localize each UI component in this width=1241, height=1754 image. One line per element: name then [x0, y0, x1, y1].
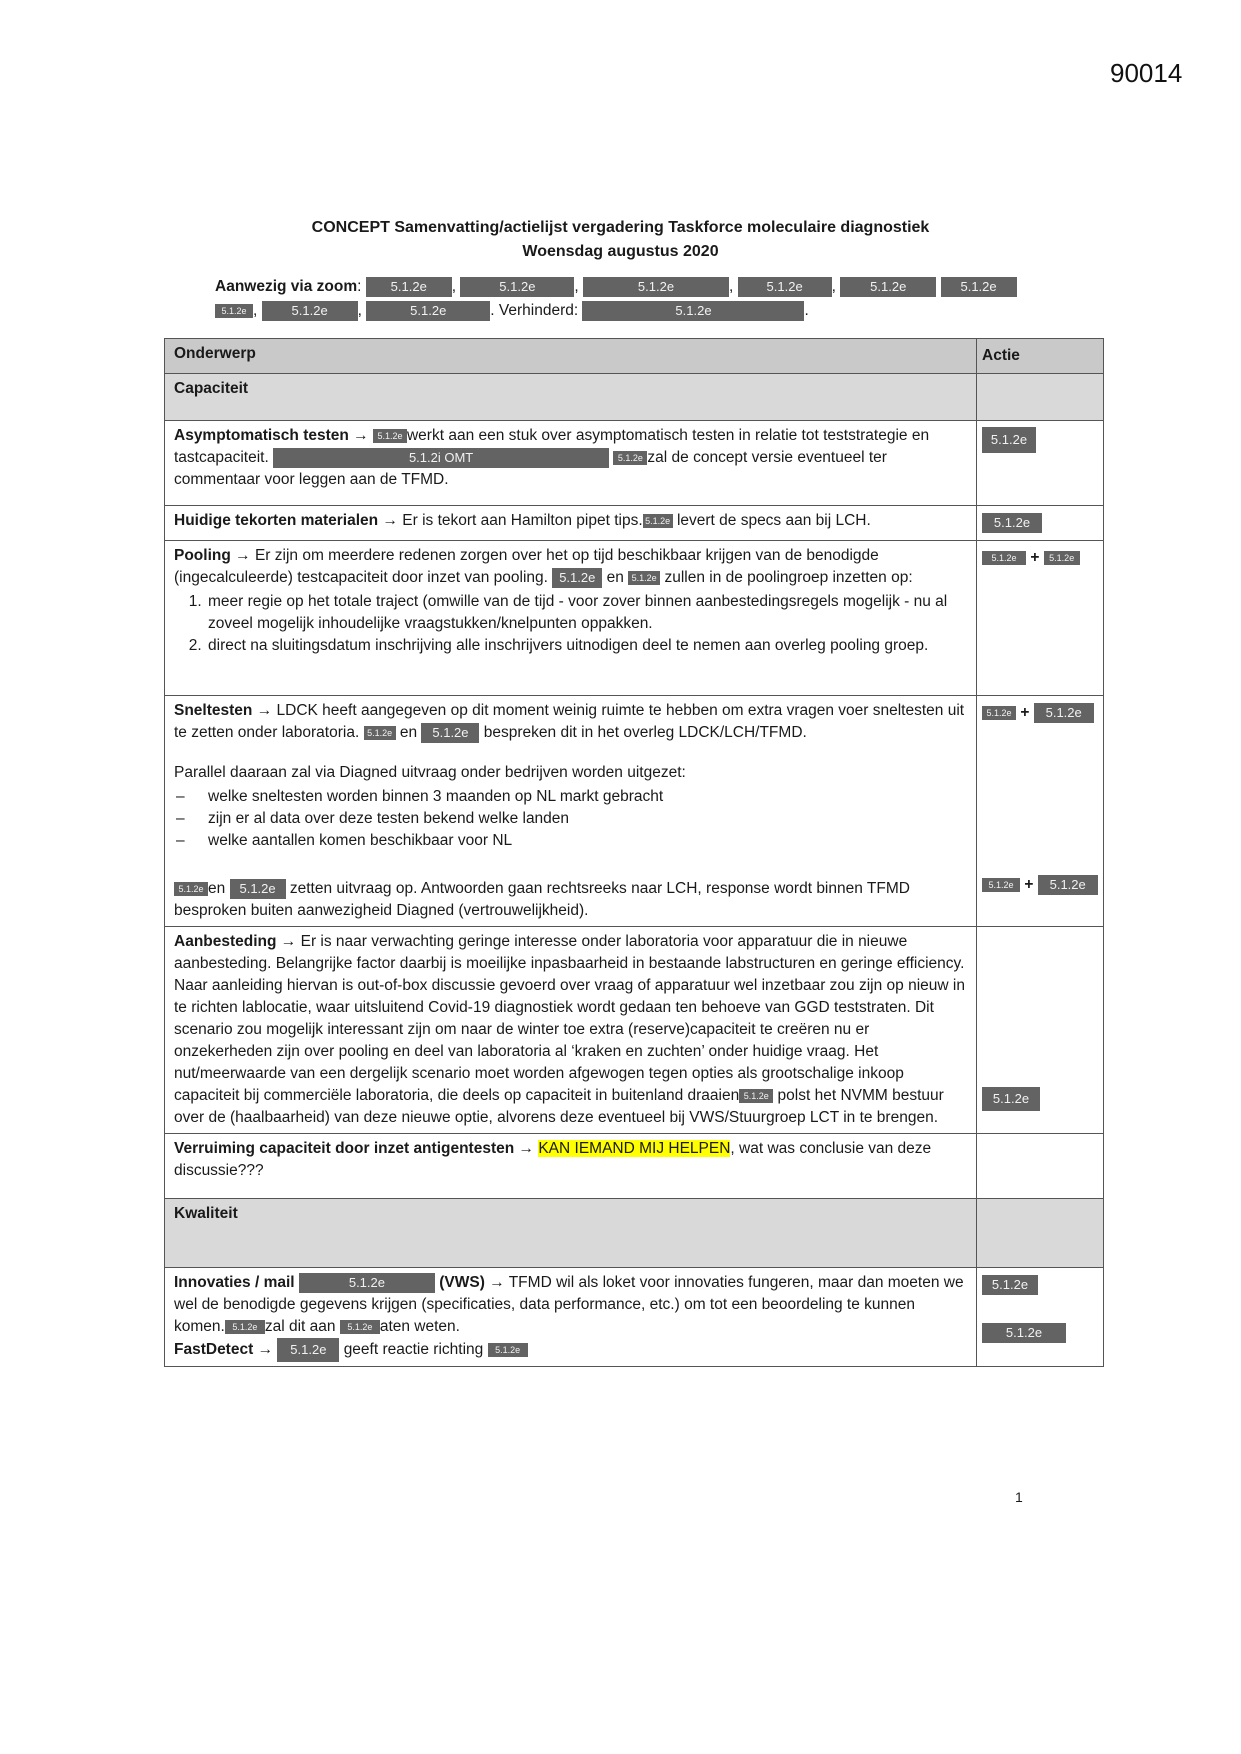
section-row-capacity — [165, 374, 1104, 421]
action-table — [164, 338, 1104, 1367]
redaction: 5.1.2e — [628, 571, 660, 585]
highlighted-question: KAN IEMAND MIJ HELPEN — [538, 1140, 731, 1157]
redaction: 5.1.2e — [982, 1323, 1066, 1343]
title-line-2: Woensdag augustus 2020 — [522, 243, 719, 260]
redaction: 5.1.2e — [941, 277, 1017, 297]
redaction: 5.1.2e — [225, 1320, 265, 1334]
redaction: 5.1.2e — [299, 1273, 435, 1293]
action-cell — [977, 927, 1104, 1134]
column-header-subject: Onderwerp — [165, 339, 977, 374]
redaction: 5.1.2e — [262, 301, 358, 321]
redaction: 5.1.2e — [174, 882, 208, 896]
page-number: 1 — [1015, 1489, 1023, 1505]
fastdetect-label: FastDetect — [174, 1341, 254, 1359]
action-cell — [977, 421, 1104, 506]
list-item: 2. direct na sluitingsdatum inschrijving alle inschrijvers uitnodigen deel te nemen aan overleg pooling groep. — [206, 635, 967, 657]
row-antigen-tests: Verruiming capaciteit door inzet antigentesten → KAN IEMAND MIJ HELPEN, wat was conclusie van deze discussie??? — [165, 1134, 977, 1199]
table-row — [165, 927, 1104, 1134]
absent-label: Verhinderd — [498, 302, 574, 319]
action-cell — [977, 1268, 1104, 1367]
redaction: 5.1.2e — [230, 879, 286, 899]
redaction: 5.1.2e — [552, 568, 602, 588]
row-pooling: Pooling → Er zijn om meerdere redenen zorgen over het op tijd beschikbaar krijgen van de benodigde (ingecalculeerde) testcapaciteit door inzet van pooling. 5.1.2e en 5.1.2e zullen in de poolingroep inzetten op: 1. meer regie op het totale traject (omwille van de tijd - voor zover binnen aanbestedingsregels mogelijk - nu al zoveel mogelijk inhoudelijke vraagstukken/knelpunten oppakken. 2. direct na sluitingsdatum inschrijving alle inschrijvers uitnodigen deel te nemen aan overleg pooling groep. — [165, 541, 977, 696]
table-row — [165, 421, 1104, 506]
redaction: 5.1.2e — [982, 878, 1020, 892]
redaction: 5.1.2e — [643, 514, 673, 528]
redaction: 5.1.2e — [582, 301, 804, 321]
redaction: 5.1.2e — [488, 1343, 528, 1357]
redaction: 5.1.2e — [982, 551, 1026, 565]
table-row — [165, 541, 1104, 696]
redaction: 5.1.2e — [982, 513, 1042, 533]
redaction: 5.1.2e — [215, 304, 253, 318]
table-row — [165, 506, 1104, 541]
list-item: – zijn er al data over deze testen bekend welke landen — [174, 808, 967, 830]
redaction: 5.1.2e — [840, 277, 936, 297]
redaction: 5.1.2e — [982, 1275, 1038, 1295]
action-cell: 5.1.2e + 5.1.2e — [977, 541, 1104, 696]
redaction: 5.1.2e — [982, 706, 1016, 720]
section-title-quality: Kwaliteit — [165, 1199, 977, 1268]
list-item: 1. meer regie op het totale traject (omwille van de tijd - voor zover binnen aanbestedingsregels mogelijk - nu al zoveel mogelijk inhoudelijke vraagstukken/knelpunten oppakken. — [206, 591, 967, 635]
title-line-1: CONCEPT Samenvatting/actielijst vergadering Taskforce moleculaire diagnostiek — [311, 219, 930, 236]
table-header-row — [165, 339, 1104, 374]
redaction: 5.1.2e — [460, 277, 574, 297]
redaction: 5.1.2e — [982, 427, 1036, 453]
row-asymptomatic-testing: Asymptomatisch testen → 5.1.2e werkt aan een stuk over asymptomatisch testen in relatie tot teststrategie en tastcapaciteit. 5.1.2i OMT 5.1.2e zal de concept versie eventueel ter commentaar voor leggen aan de TFMD. — [165, 421, 977, 506]
redaction: 5.1.2e — [1044, 551, 1080, 565]
row-procurement: Aanbesteding → Er is naar verwachting geringe interesse onder laboratoria voor apparatuur die in nieuwe aanbesteding. Belangrijke factor daarbij is moeilijke inpasbaarheid in bestaande labstructuren en geringe efficiency. Naar aanleiding hiervan is out-of-box discussie gevoerd over vraag of apparatuur wel inzetbaar zou zijn op nieuw in te richten lablocatie, waar uitsluitend Covid-19 diagnostiek wordt gedaan ten behoeve van GGD teststraten. Dit scenario zou mogelijk interessant zijn om naar de winter toe extra (reserve)capaciteit te creëren nu er onzekerheden zijn over pooling en deel van laboratoria al ‘kraken en zuchten’ onder huidige vraag. Het nut/meerwaarde van een dergelijk scenario moet worden afgewogen tegen opties als grootschalige inkoop capaciteit bij commerciële laboratoria, die deels op capaciteit in buitenland draaien 5.1.2e polst het NVMM bestuur over de (haalbaarheid) van deze nieuwe optie, alvorens deze eventueel bij VWS/Stuurgroep LCT in te brengen. — [165, 927, 977, 1134]
document-number: 90014 — [1110, 58, 1183, 88]
attendance-label: Aanwezig via zoom — [215, 278, 358, 295]
redaction: 5.1.2e — [1038, 875, 1098, 895]
redaction: 5.1.2e — [366, 277, 452, 297]
section-row-quality — [165, 1199, 1104, 1268]
redaction: 5.1.2e — [583, 277, 729, 297]
redaction: 5.1.2e — [421, 723, 479, 743]
section-title-capacity: Capaciteit — [165, 374, 977, 421]
redaction: 5.1.2e — [982, 1087, 1040, 1111]
pooling-list — [174, 591, 967, 657]
redaction: 5.1.2e — [1034, 703, 1094, 723]
table-row — [165, 1134, 1104, 1199]
list-item: – welke aantallen komen beschikbaar voor NL — [174, 830, 967, 852]
row-rapid-tests: Sneltesten → LDCK heeft aangegeven op dit moment weinig ruimte te hebben om extra vragen voer sneltesten uit te zetten onder laboratoria. 5.1.2e en 5.1.2e bespreken dit in het overleg LDCK/LCH/TFMD. Parallel daaraan zal via Diagned uitvraag onder bedrijven worden uitgezet: – welke sneltesten worden binnen 3 maanden op NL markt gebracht – zijn er al data over deze testen bekend welke landen – welke aantallen komen beschikbaar voor NL 5.1.2e en 5.1.2e zetten uitvraag op. Antwoorden gaan rechtsreeks naar LCH, response wordt binnen TFMD besproken buiten aanwezigheid Diagned (vertrouwelijkheid). — [165, 696, 977, 927]
redaction: 5.1.2e — [364, 726, 396, 740]
redaction: 5.1.2e — [373, 429, 407, 443]
row-innovations: Innovaties / mail 5.1.2e (VWS) → TFMD wil als loket voor innovaties fungeren, maar dan moeten we wel de benodigde gegevens krijgen (specificaties, data performance, etc.) om tot een beoordeling te kunnen komen. 5.1.2e zal dit aan 5.1.2e aten weten. FastDetect → 5.1.2e geeft reactie richting 5.1.2e — [165, 1268, 977, 1367]
list-item: – welke sneltesten worden binnen 3 maanden op NL markt gebracht — [174, 786, 967, 808]
rapid-tests-list — [174, 786, 967, 852]
redaction-omt: 5.1.2i OMT — [273, 448, 609, 468]
column-header-action: Actie — [977, 339, 1104, 374]
redaction: 5.1.2e — [739, 1089, 773, 1103]
attendance-block: Aanwezig via zoom: 5.1.2e , 5.1.2e , 5.1.2e , 5.1.2e , 5.1.2e 5.1.2e 5.1.2e , 5.1.2e , 5.1.2e . Verhinderd: 5.1.2e . — [215, 275, 1035, 323]
document-title — [0, 216, 1241, 264]
row-material-shortages: Huidige tekorten materialen → Er is tekort aan Hamilton pipet tips. 5.1.2e levert de specs aan bij LCH. — [165, 506, 977, 541]
redaction: 5.1.2e — [738, 277, 832, 297]
redaction: 5.1.2e — [366, 301, 490, 321]
redaction: 5.1.2e — [277, 1338, 339, 1362]
redaction: 5.1.2e — [340, 1320, 380, 1334]
table-row — [165, 1268, 1104, 1367]
action-cell: 5.1.2e + 5.1.2e 5.1.2e + 5.1.2e — [977, 696, 1104, 927]
action-cell — [977, 506, 1104, 541]
redaction: 5.1.2e — [613, 451, 647, 465]
table-row — [165, 696, 1104, 927]
